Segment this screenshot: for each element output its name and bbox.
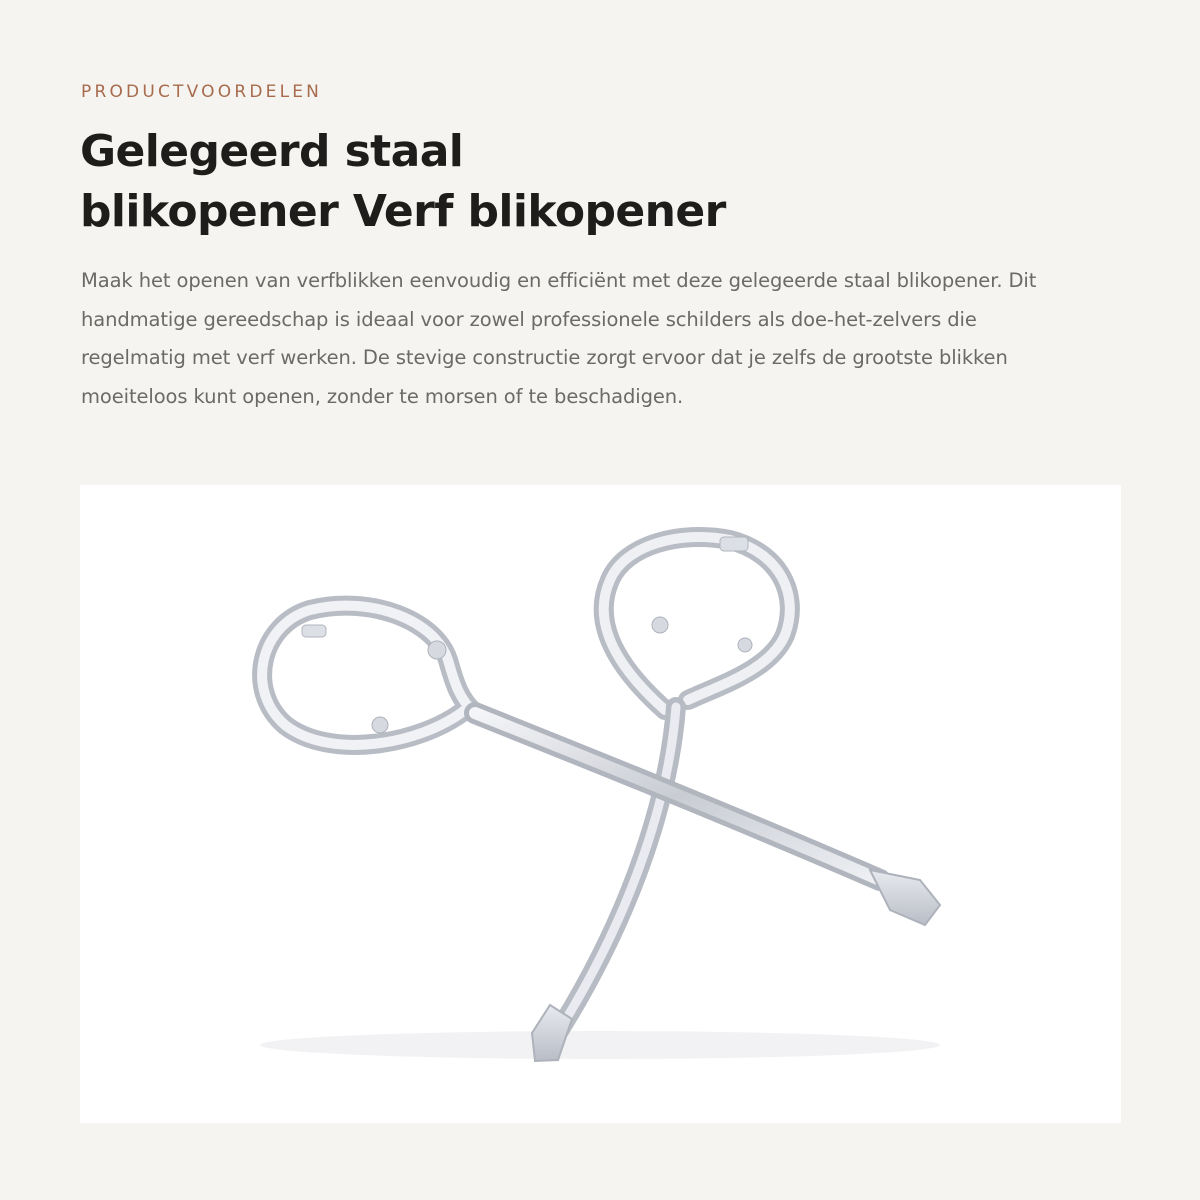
product-title-line-2: blikopener Verf blikopener bbox=[80, 186, 726, 237]
product-image bbox=[80, 485, 1121, 1123]
opener-left bbox=[262, 606, 940, 925]
section-eyebrow: PRODUCTVOORDELEN bbox=[81, 82, 323, 102]
product-title bbox=[80, 122, 1080, 242]
product-description: Maak het openen van verfblikken eenvoudig en efficiënt met deze gelegeerde staal blikopener. Dit handmatige gereedschap is ideaal voor zowel professionele schilders als doe-het-zelvers die regelmatig met verf werken. De stevige constructie zorgt ervoor dat je zelfs de grootste blikken moeiteloos kunt openen, zonder te morsen of te beschadigen. bbox=[81, 269, 1037, 408]
paint-can-opener-illustration bbox=[80, 485, 1121, 1123]
product-title-line-1: Gelegeerd staal bbox=[80, 126, 464, 177]
